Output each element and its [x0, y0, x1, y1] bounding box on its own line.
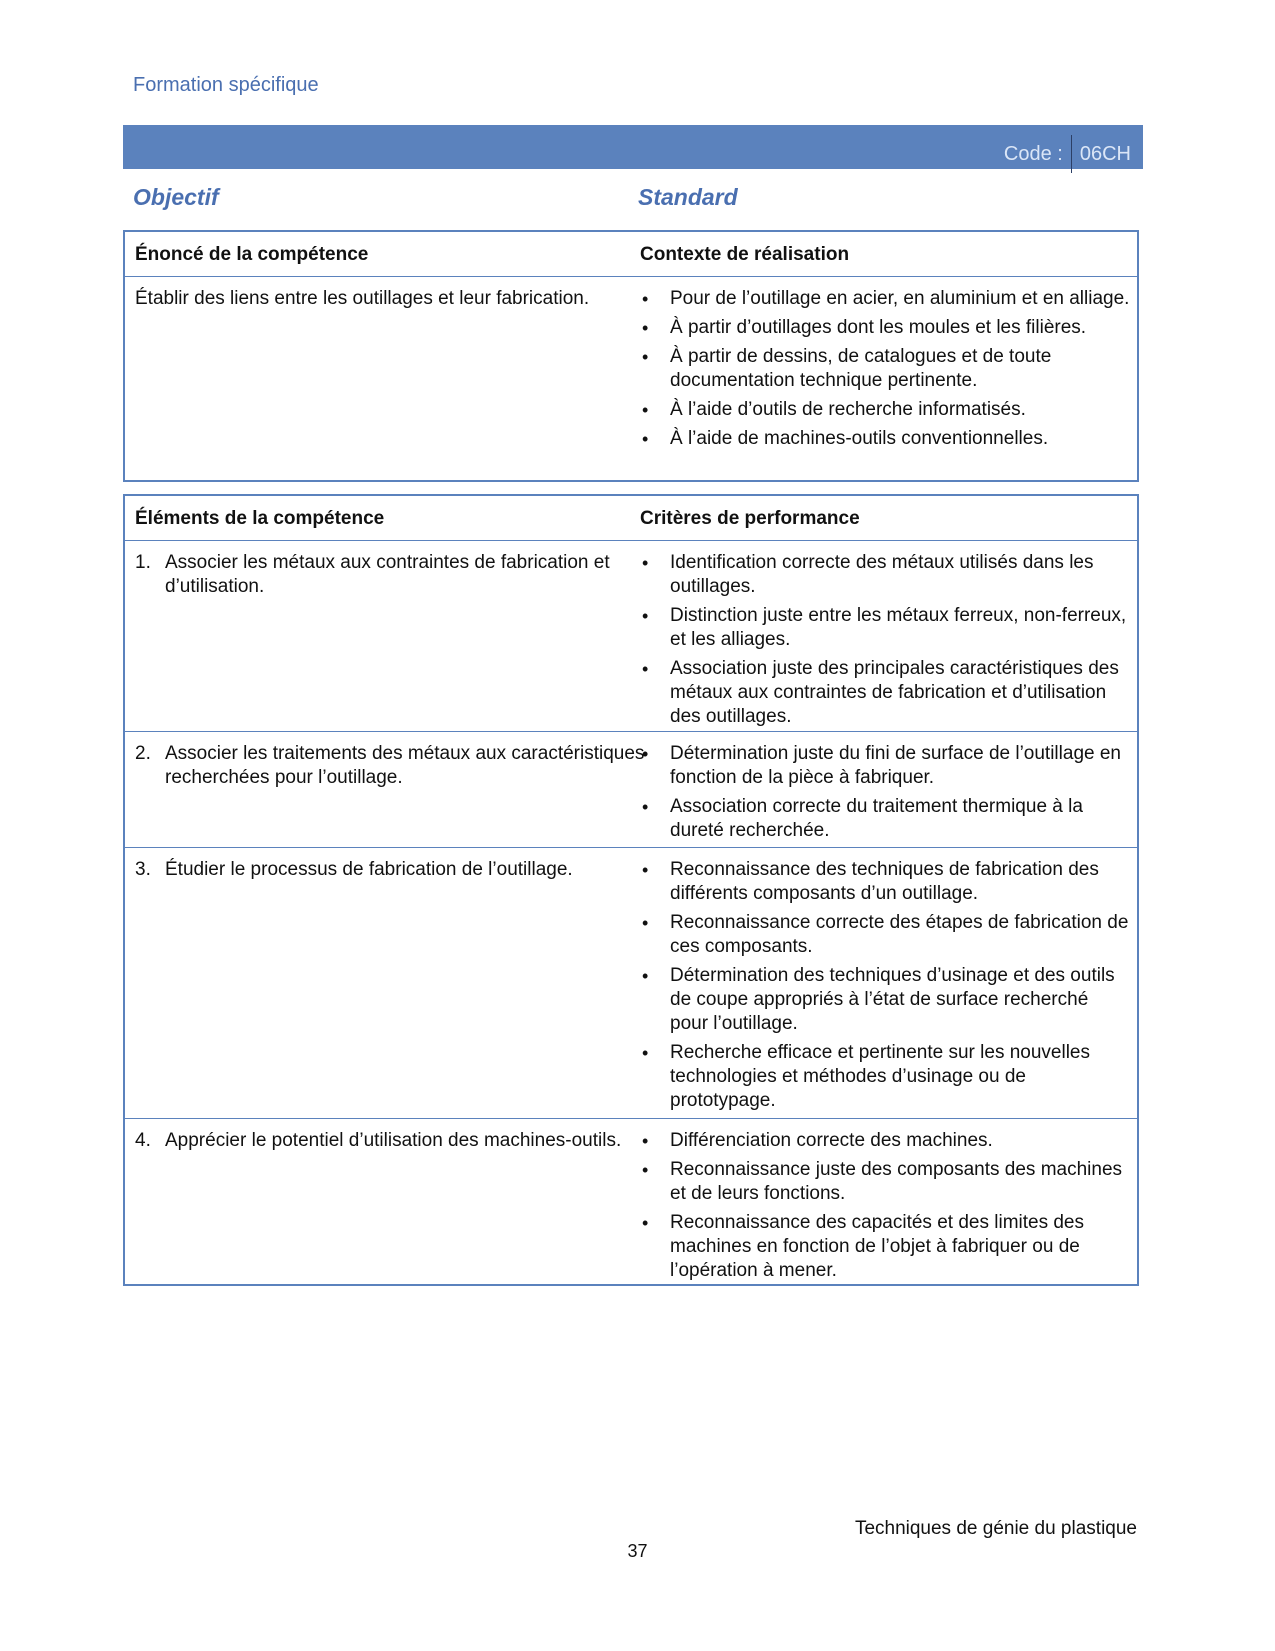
list-item: • Association correcte du traitement thermique à la dureté recherchée. — [640, 795, 1130, 843]
element-4 — [135, 1129, 655, 1153]
element-number: 2. — [135, 743, 151, 764]
standard-table — [123, 494, 1139, 1286]
list-item: • Reconnaissance correcte des étapes de fabrication de ces composants. — [640, 911, 1130, 959]
table-row — [125, 541, 1137, 732]
element-3 — [135, 858, 655, 882]
list-item: • À partir de dessins, de catalogues et de toute documentation technique pertinente. — [640, 345, 1130, 393]
list-item: • Reconnaissance des techniques de fabrication des différents composants d’un outillage. — [640, 858, 1130, 906]
objectif-table-body — [125, 277, 1137, 477]
list-item: • À l’aide d’outils de recherche informatisés. — [640, 398, 1130, 422]
section-label: Formation spécifique — [133, 74, 319, 96]
list-item: • Différenciation correcte des machines. — [640, 1129, 1130, 1153]
code-bar — [123, 125, 1143, 169]
objectif-table-header — [125, 232, 1137, 277]
standard-table-header — [125, 496, 1137, 541]
element-text: Associer les traitements des métaux aux caractéristiques recherchées pour l’outillage. — [165, 743, 645, 788]
contexte-list-wrap — [640, 287, 1130, 456]
criteres-3 — [640, 858, 1130, 1118]
objectif-heading: Objectif — [133, 184, 219, 210]
table-row — [125, 848, 1137, 1119]
list-item: • Reconnaissance des capacités et des limites des machines en fonction de l’objet à fabriquer ou de l’opération à mener. — [640, 1211, 1130, 1283]
list-item: • Association juste des principales caractéristiques des métaux aux contraintes de fabrication et d’utilisation des outillages. — [640, 657, 1130, 729]
contexte-list — [640, 287, 1130, 451]
list-item: • Identification correcte des métaux utilisés dans les outillages. — [640, 551, 1130, 599]
list-item: • À partir d’outillages dont les moules et les filières. — [640, 316, 1130, 340]
element-number: 1. — [135, 552, 151, 573]
enonce-header: Énoncé de la compétence — [135, 244, 369, 265]
competence-statement: Établir des liens entre les outillages et leur fabrication. — [135, 288, 590, 309]
table-row — [125, 732, 1137, 848]
element-1 — [135, 551, 655, 599]
code-label: Code : — [1003, 142, 1063, 165]
element-2 — [135, 742, 655, 790]
criteres-list — [640, 1129, 1130, 1283]
criteres-list — [640, 742, 1130, 843]
element-text: Associer les métaux aux contraintes de fabrication et d’utilisation. — [165, 552, 610, 597]
list-item: • Distinction juste entre les métaux ferreux, non-ferreux, et les alliages. — [640, 604, 1130, 652]
criteres-list — [640, 551, 1130, 729]
element-number: 4. — [135, 1130, 151, 1151]
criteres-header: Critères de performance — [640, 508, 860, 529]
list-item: • Détermination des techniques d’usinage et des outils de coupe appropriés à l’état de surface recherché pour l’outillage. — [640, 964, 1130, 1036]
code-value: 06CH — [1079, 142, 1131, 165]
element-text: Apprécier le potentiel d’utilisation des machines-outils. — [165, 1130, 622, 1151]
list-item: • Pour de l’outillage en acier, en aluminium et en alliage. — [640, 287, 1130, 311]
list-item: • Recherche efficace et pertinente sur les nouvelles technologies et méthodes d’usinage ou de prototypage. — [640, 1041, 1130, 1113]
list-item: • Détermination juste du fini de surface de l’outillage en fonction de la pièce à fabriquer. — [640, 742, 1130, 790]
element-number: 3. — [135, 859, 151, 880]
criteres-2 — [640, 742, 1130, 848]
list-item: • À l’aide de machines-outils conventionnelles. — [640, 427, 1130, 451]
page-number: 37 — [627, 1541, 648, 1561]
code-separator — [1071, 135, 1072, 173]
criteres-4 — [640, 1129, 1130, 1288]
objectif-table — [123, 230, 1139, 482]
standard-heading: Standard — [638, 184, 738, 210]
list-item: • Reconnaissance juste des composants des machines et de leurs fonctions. — [640, 1158, 1130, 1206]
criteres-1 — [640, 551, 1130, 734]
code-wrap — [1004, 135, 1131, 173]
element-text: Étudier le processus de fabrication de l’outillage. — [165, 859, 573, 880]
elements-header: Éléments de la compétence — [135, 508, 385, 529]
contexte-header: Contexte de réalisation — [640, 244, 850, 265]
criteres-list — [640, 858, 1130, 1113]
table-row — [125, 1119, 1137, 1284]
footer-program: Techniques de génie du plastique — [854, 1518, 1137, 1539]
